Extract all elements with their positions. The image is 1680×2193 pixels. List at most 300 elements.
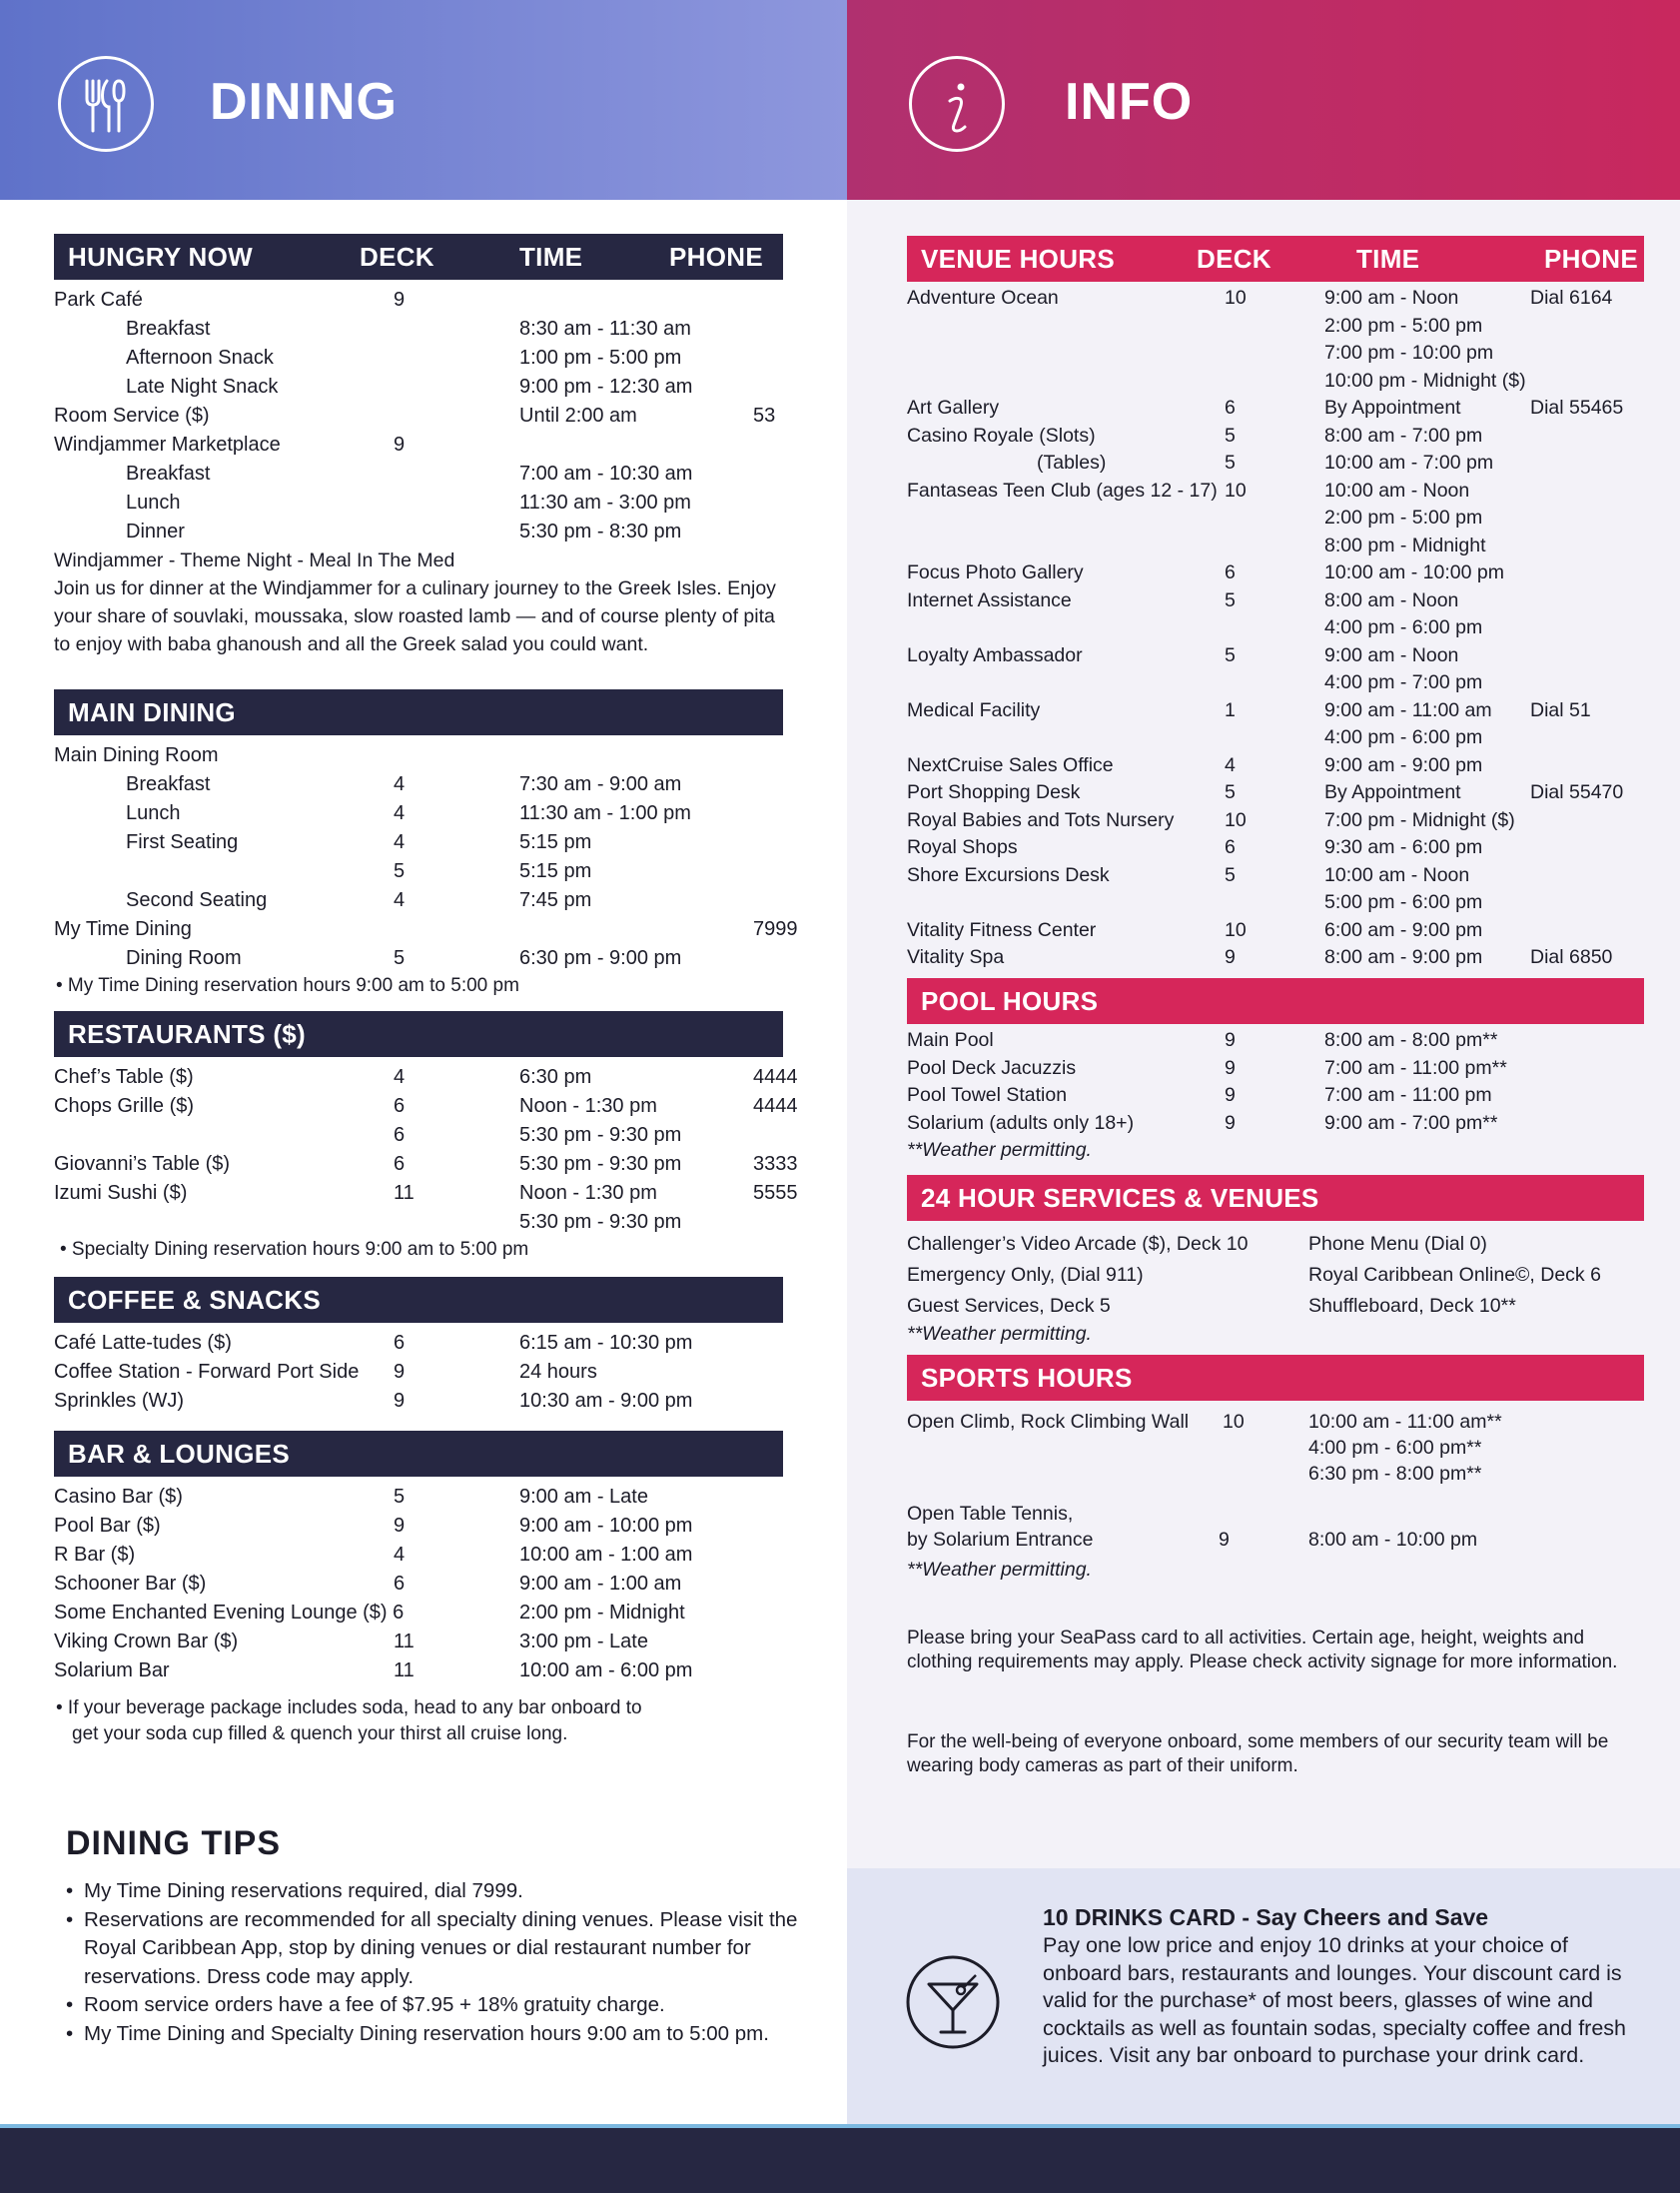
cell-phone [753, 828, 833, 857]
cell-time: 9:00 am - Noon [1324, 643, 1459, 666]
cell-name: Art Gallery [907, 397, 1000, 419]
cell-deck [1225, 669, 1324, 697]
table-row [907, 423, 1644, 451]
cell-deck: 9 [1225, 1056, 1236, 1079]
cell-time: 5:30 pm - 9:30 pm [519, 1124, 682, 1146]
cell-time: 24 hours [519, 1361, 597, 1383]
cell-deck [1225, 313, 1324, 341]
sports-note: **Weather permitting. [907, 1559, 1092, 1581]
table-row [907, 862, 1644, 890]
cell-deck [394, 402, 519, 431]
table-row [54, 1570, 783, 1599]
cell-time: 5:30 pm - 8:30 pm [519, 521, 682, 543]
table-row [54, 1387, 783, 1416]
tip-item: • Room service orders have a fee of $7.95 + 18% gratuity charge. [66, 1991, 825, 2020]
sports-title: SPORTS HOURS [921, 1362, 1133, 1393]
cell-time: 7:00 am - 11:00 pm** [1324, 1056, 1507, 1079]
cell-deck: 5 [394, 1486, 406, 1508]
pool-hours-title: POOL HOURS [921, 985, 1099, 1016]
bars-rows [54, 1483, 783, 1685]
table-row [54, 799, 783, 828]
services-grid [907, 1229, 1644, 1322]
tennis-row [907, 1527, 1644, 1553]
cell-time [519, 431, 753, 460]
cell-deck: 9 [1225, 946, 1236, 968]
phone-col-header: PHONE [669, 241, 763, 272]
table-row [54, 1358, 783, 1387]
cell-name: Breakfast [126, 463, 211, 485]
cell-time: 9:00 am - 7:00 pm** [1324, 1111, 1498, 1134]
phone-col-header: PHONE [1544, 243, 1638, 274]
bars-header [54, 1431, 783, 1477]
cell-time: 9:00 pm - 12:30 am [519, 376, 693, 398]
cell-deck [394, 915, 519, 944]
cell-deck: 10 [1225, 808, 1247, 831]
table-row [54, 1628, 783, 1656]
table-row [54, 1121, 783, 1150]
cell-deck: 4 [394, 1066, 406, 1088]
cell-deck: 1 [1225, 698, 1236, 721]
climb-time: 10:00 am - 11:00 am** [1308, 1411, 1502, 1433]
cell-time: 5:15 pm [519, 860, 592, 882]
services-section [907, 1175, 1644, 1346]
cell-deck: 5 [394, 947, 406, 969]
cell-time: 4:00 pm - 6:00 pm [1324, 726, 1483, 748]
cell-phone [753, 1483, 833, 1512]
cell-time: 6:30 pm [519, 1066, 592, 1088]
cell-deck [394, 1599, 519, 1628]
cell-deck: 10 [1225, 287, 1247, 309]
cell-name: Adventure Ocean [907, 287, 1059, 309]
services-header [907, 1175, 1644, 1221]
table-row [907, 1055, 1644, 1083]
service-item: Guest Services, Deck 5 [907, 1295, 1111, 1317]
cell-time: 11:30 am - 3:00 pm [519, 492, 691, 514]
cell-time: 7:30 am - 9:00 am [519, 773, 682, 795]
cell-deck [1225, 889, 1324, 917]
table-row [907, 559, 1644, 587]
cell-deck: 5 [1225, 424, 1236, 447]
cell-phone [753, 373, 833, 402]
cell-time: 9:00 am - 9:00 pm [1324, 753, 1483, 776]
table-row [907, 889, 1644, 917]
cell-name: Park Café [54, 289, 143, 311]
restaurants-rows [54, 1063, 798, 1237]
restaurants-header [54, 1011, 783, 1057]
cell-name [907, 669, 1225, 697]
cell-deck: 6 [1225, 561, 1236, 583]
cell-phone [753, 1329, 833, 1358]
cell-phone [753, 770, 833, 799]
footer-bar [0, 2128, 1680, 2193]
cell-time: 11:30 am - 1:00 pm [519, 802, 691, 824]
cell-time: 8:00 pm - Midnight [1324, 534, 1486, 556]
cell-deck [1225, 368, 1324, 396]
cell-time: 2:00 pm - 5:00 pm [1324, 314, 1483, 337]
venue-hours-header [907, 236, 1644, 282]
drinks-card-text: Pay one low price and enjoy 10 drinks at your choice of onboard bars, restaurants and lounges. Your discount card is valid for the purchase* of most beers, glasses of wine and cocktails as well as fountain sodas, specialty coffee and fresh juices. Visit any bar onboard to purchase your drink card. [1043, 1933, 1627, 2067]
coffee-rows [54, 1329, 783, 1416]
cell-name: Viking Crown Bar ($) [54, 1631, 239, 1652]
drinks-card-box [847, 1868, 1680, 2124]
cell-name: Royal Babies and Tots Nursery [907, 808, 1175, 831]
cell-phone [753, 1387, 833, 1416]
cell-phone [753, 344, 833, 373]
cell-name: R Bar ($) [54, 1544, 136, 1566]
cell-name: Loyalty Ambassador [907, 643, 1083, 666]
cell-deck [394, 741, 519, 770]
cell-name: Windjammer Marketplace [54, 434, 281, 456]
cell-phone: 53 [753, 405, 776, 427]
cell-phone [1530, 423, 1644, 451]
cell-phone: Dial 6164 [1530, 287, 1613, 309]
hungry-now-header [54, 234, 783, 280]
cell-deck: 6 [394, 1573, 406, 1595]
cell-name: Some Enchanted Evening Lounge ($) 6 [54, 1602, 405, 1624]
table-row [54, 1483, 783, 1512]
services-title: 24 HOUR SERVICES & VENUES [921, 1182, 1319, 1213]
table-row [907, 752, 1644, 780]
cell-name: Chef’s Table ($) [54, 1066, 194, 1088]
security-notice: For the well-being of everyone onboard, some members of our security team will be wearing body cameras as part of their uniform. [907, 1731, 1609, 1776]
cell-deck: 6 [394, 1332, 406, 1354]
cell-phone: Dial 55470 [1530, 781, 1624, 803]
main-dining-header [54, 689, 783, 735]
cell-time: 4:00 pm - 7:00 pm [1324, 671, 1483, 693]
cell-phone: Dial 55465 [1530, 397, 1624, 419]
cell-phone [1530, 807, 1644, 835]
cell-time: 5:00 pm - 6:00 pm [1324, 891, 1483, 913]
cell-deck [1225, 340, 1324, 368]
time-col-header: TIME [519, 241, 583, 272]
cell-time: 3:00 pm - Late [519, 1631, 648, 1652]
cell-name: Main Dining Room [54, 744, 219, 766]
cell-name: My Time Dining [54, 918, 192, 940]
table-row [54, 915, 798, 944]
cell-name [907, 533, 1225, 560]
table-row [54, 373, 783, 402]
cell-phone [753, 886, 833, 915]
climb-times [1308, 1409, 1502, 1487]
cell-phone [753, 518, 833, 547]
cell-phone [753, 489, 833, 518]
cell-deck: 4 [394, 802, 406, 824]
cell-name [54, 1121, 394, 1150]
cell-deck [394, 1208, 519, 1237]
pool-hours-section [907, 978, 1644, 1165]
cell-name: Casino Bar ($) [54, 1486, 183, 1508]
cell-deck: 6 [1225, 397, 1236, 419]
main-dining-title: MAIN DINING [68, 696, 236, 727]
cell-deck [394, 460, 519, 489]
cell-phone [1530, 862, 1644, 890]
tennis-time: 8:00 am - 10:00 pm [1308, 1529, 1478, 1551]
cell-phone [1530, 587, 1644, 615]
cell-name: Breakfast [126, 773, 211, 795]
table-row [54, 857, 783, 886]
cell-deck [394, 373, 519, 402]
cell-deck: 5 [394, 860, 406, 882]
cell-name: Sprinkles (WJ) [54, 1390, 185, 1412]
table-row [907, 368, 1644, 396]
cell-time: 10:00 am - 1:00 am [519, 1544, 693, 1566]
table-row [907, 779, 1644, 807]
cell-deck: 5 [1225, 452, 1236, 474]
table-row [907, 505, 1644, 533]
table-row [907, 533, 1644, 560]
cell-phone [753, 431, 833, 460]
cell-time: 10:00 am - Noon [1324, 863, 1470, 886]
table-row [54, 1541, 783, 1570]
cell-time: By Appointment [1324, 397, 1461, 419]
cell-time: 9:00 am - 10:00 pm [519, 1515, 693, 1537]
table-row [54, 431, 783, 460]
cell-time [519, 286, 753, 315]
cell-time: 2:00 pm - Midnight [519, 1602, 685, 1624]
cell-deck: 4 [394, 773, 406, 795]
cell-time: Noon - 1:30 pm [519, 1182, 657, 1204]
cell-name: Room Service ($) [54, 405, 210, 427]
cell-name: Fantaseas Teen Club (ages 12 - 17) [907, 479, 1218, 502]
cell-name: Medical Facility [907, 698, 1041, 721]
cell-phone: Dial 51 [1530, 698, 1591, 721]
table-row [907, 395, 1644, 423]
cell-name: Focus Photo Gallery [907, 561, 1084, 583]
cell-phone [1530, 559, 1644, 587]
cell-name [907, 313, 1225, 341]
cell-deck: 9 [394, 289, 406, 311]
table-row [907, 450, 1644, 478]
pool-hours-header [907, 978, 1644, 1024]
cell-phone [1530, 834, 1644, 862]
deck-col-header: DECK [1197, 243, 1271, 274]
cell-phone [753, 799, 833, 828]
cell-phone [753, 1512, 833, 1541]
cell-deck: 9 [1225, 1084, 1236, 1106]
venue-hours-section [907, 236, 1644, 972]
cell-name: Late Night Snack [126, 376, 279, 398]
venue-hours-rows [907, 285, 1644, 972]
cell-deck: 9 [1225, 1111, 1236, 1134]
cell-deck: 9 [394, 1361, 406, 1383]
cell-time: Until 2:00 am [519, 405, 637, 427]
cell-time: 9:00 am - Late [519, 1486, 648, 1508]
cell-time [519, 915, 753, 944]
climb-name: Open Climb, Rock Climbing Wall [907, 1411, 1190, 1433]
cell-phone [753, 944, 833, 973]
cell-phone [1530, 642, 1644, 670]
table-row [907, 1027, 1644, 1055]
cell-phone [1530, 368, 1644, 396]
table-row [907, 724, 1644, 752]
cell-time: 6:15 am - 10:30 pm [519, 1332, 693, 1354]
seapass-notice: Please bring your SeaPass card to all activities. Certain age, height, weights and clothing requirements may apply. Please check activity signage for more information. [907, 1628, 1618, 1672]
cell-time: 10:00 pm - Midnight ($) [1324, 369, 1526, 392]
cell-name: NextCruise Sales Office [907, 753, 1114, 776]
table-row [907, 807, 1644, 835]
cell-time: 7:00 pm - 10:00 pm [1324, 342, 1494, 364]
tip-item: • My Time Dining reservations required, dial 7999. [66, 1877, 825, 1906]
table-row [907, 697, 1644, 725]
cell-name: Shore Excursions Desk [907, 863, 1110, 886]
dining-tips-section [66, 1824, 825, 2048]
cell-time: 9:00 am - Noon [1324, 287, 1459, 309]
deck-col-header: DECK [360, 241, 434, 272]
restaurants-section [54, 1011, 798, 1263]
cell-phone [1530, 450, 1644, 478]
cell-time: 10:30 am - 9:00 pm [519, 1390, 693, 1412]
cell-name: Vitality Fitness Center [907, 918, 1097, 941]
cell-time: By Appointment [1324, 781, 1461, 803]
dining-title: DINING [210, 73, 398, 131]
cell-name: Pool Bar ($) [54, 1515, 161, 1537]
service-item: Royal Caribbean Online©, Deck 6 [1308, 1264, 1601, 1286]
dining-tips-list [66, 1877, 825, 2048]
table-row [907, 614, 1644, 642]
cell-name [907, 614, 1225, 642]
coffee-header [54, 1277, 783, 1323]
cell-phone [753, 1628, 833, 1656]
cell-name: Dining Room [126, 947, 242, 969]
cell-time: 5:30 pm - 9:30 pm [519, 1211, 682, 1233]
table-row [54, 1179, 798, 1208]
cell-time: 6:00 am - 9:00 pm [1324, 918, 1483, 941]
coffee-section [54, 1277, 783, 1416]
cell-phone: 7999 [753, 918, 798, 940]
table-row [54, 344, 783, 373]
bars-section [54, 1431, 783, 1747]
cell-deck: 9 [394, 434, 406, 456]
cell-phone: 4444 [753, 1066, 798, 1088]
cell-name: Port Shopping Desk [907, 781, 1081, 803]
cell-phone [753, 315, 833, 344]
cell-deck: 5 [1225, 643, 1236, 666]
tip-item: • Reservations are recommended for all specialty dining venues. Please visit the Royal Caribbean App, stop by dining venues or dial restaurant number for reservations. Dress code may apply. [66, 1906, 825, 1992]
table-row [54, 770, 783, 799]
cell-phone [1530, 917, 1644, 945]
cell-time: 4:00 pm - 6:00 pm [1324, 616, 1483, 638]
main-dining-note: • My Time Dining reservation hours 9:00 am to 5:00 pm [56, 975, 519, 996]
cell-name [907, 368, 1225, 396]
cell-deck: 11 [394, 1659, 415, 1681]
cell-deck: 10 [1225, 479, 1247, 502]
cell-name [907, 889, 1225, 917]
cell-time: 2:00 pm - 5:00 pm [1324, 507, 1483, 529]
hungry-now-section [54, 234, 783, 658]
cell-deck: 10 [1225, 918, 1247, 941]
pool-hours-rows [907, 1027, 1644, 1137]
climb-time: 4:00 pm - 6:00 pm** [1308, 1437, 1482, 1459]
table-row [54, 886, 783, 915]
cell-time: 7:00 pm - Midnight ($) [1324, 808, 1515, 831]
cell-phone [753, 1358, 833, 1387]
cell-deck: 11 [394, 1631, 415, 1652]
cell-phone: 3333 [753, 1153, 798, 1175]
table-row [907, 669, 1644, 697]
cell-time: 8:00 am - 7:00 pm [1324, 424, 1483, 447]
theme-night-title: Windjammer - Theme Night - Meal In The Med [54, 549, 455, 571]
cell-time: 7:45 pm [519, 889, 592, 911]
venue-hours-title: VENUE HOURS [921, 243, 1115, 274]
cell-name: Royal Shops [907, 836, 1018, 858]
info-title: INFO [1065, 73, 1194, 131]
cell-name: Breakfast [126, 318, 211, 340]
cell-deck [394, 489, 519, 518]
cell-phone [1530, 313, 1644, 341]
table-row [54, 489, 783, 518]
info-column [847, 0, 1680, 2193]
table-row [907, 917, 1644, 945]
cell-time: 8:00 am - 8:00 pm** [1324, 1029, 1498, 1051]
sports-header [907, 1355, 1644, 1401]
cell-name: (Tables) [1037, 452, 1107, 474]
table-row [54, 1512, 783, 1541]
cell-deck [1225, 614, 1324, 642]
cell-deck: 6 [394, 1124, 406, 1146]
cell-name: Afternoon Snack [126, 347, 274, 369]
table-row [907, 642, 1644, 670]
cell-deck [1225, 505, 1324, 533]
cell-phone [753, 1208, 833, 1237]
cell-deck: 4 [394, 831, 406, 853]
cell-deck: 9 [394, 1515, 406, 1537]
cell-phone [1530, 669, 1644, 697]
info-banner [847, 0, 1680, 200]
cell-name [907, 340, 1225, 368]
main-dining-section [54, 689, 798, 999]
cell-deck: 5 [1225, 781, 1236, 803]
main-dining-rows [54, 741, 798, 973]
cell-deck [1225, 533, 1324, 560]
cell-name: Chops Grille ($) [54, 1095, 195, 1117]
cell-time: 10:00 am - 7:00 pm [1324, 452, 1494, 474]
cell-time: 5:15 pm [519, 831, 592, 853]
info-icon [909, 56, 1005, 152]
cell-deck: 6 [1225, 836, 1236, 858]
table-row [54, 741, 783, 770]
dining-banner [0, 0, 847, 200]
table-row [54, 402, 783, 431]
cell-name: Second Seating [126, 889, 268, 911]
cell-deck [1225, 724, 1324, 752]
cell-time: 8:30 am - 11:30 am [519, 318, 691, 340]
cell-name: Pool Deck Jacuzzis [907, 1056, 1077, 1079]
sports-section [907, 1355, 1644, 1585]
table-row [907, 340, 1644, 368]
cell-phone [1530, 505, 1644, 533]
cell-deck: 5 [1225, 863, 1236, 886]
climb-deck: 10 [1223, 1411, 1245, 1433]
theme-night-text: Join us for dinner at the Windjammer for a culinary journey to the Greek Isles. Enjoy your share of souvlaki, moussaka, slow roasted lamb — and of course plenty of pita to enjoy with baba ghanoush and all the Greek salad you could want. [54, 577, 776, 655]
martini-glass-icon [905, 1954, 1001, 2050]
cell-deck: 5 [1225, 588, 1236, 611]
tennis-name-line2: by Solarium Entrance [907, 1529, 1094, 1551]
cell-phone [753, 857, 833, 886]
tennis-block [907, 1501, 1644, 1585]
table-row [907, 478, 1644, 506]
cell-time: 5:30 pm - 9:30 pm [519, 1153, 682, 1175]
cell-phone: 5555 [753, 1182, 798, 1204]
table-row [54, 518, 783, 547]
cell-phone [1530, 614, 1644, 642]
cell-name: Casino Royale (Slots) [907, 424, 1096, 447]
cell-name [54, 857, 394, 886]
cell-time: 9:00 am - 11:00 am [1324, 698, 1492, 721]
cell-deck [394, 315, 519, 344]
cell-deck: 6 [394, 1095, 406, 1117]
bars-title: BAR & LOUNGES [68, 1438, 291, 1469]
hungry-now-rows [54, 286, 783, 547]
